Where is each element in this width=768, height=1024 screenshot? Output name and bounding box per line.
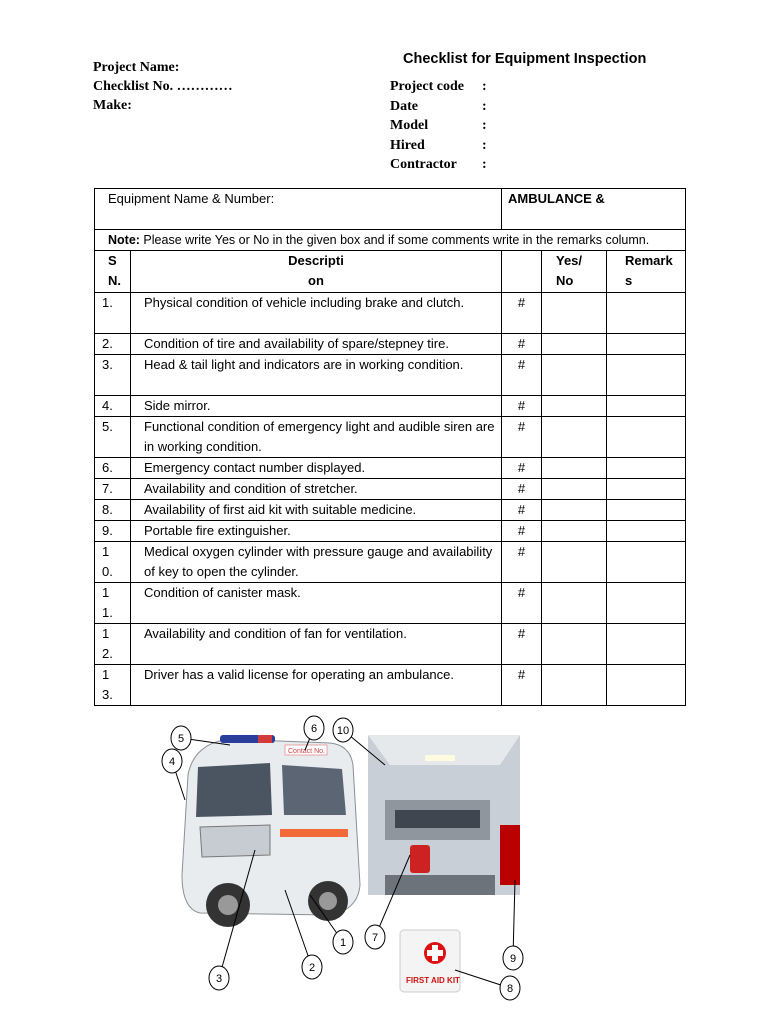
left-meta-fields xyxy=(93,58,233,115)
table-row xyxy=(95,624,686,665)
col-header-remarks: Remark s xyxy=(607,251,686,293)
row-mark: # xyxy=(502,500,542,521)
row-mark: # xyxy=(502,624,542,665)
ambulance-exterior-photo xyxy=(182,735,360,927)
row-description: Emergency contact number displayed. xyxy=(131,458,502,479)
hired-row: Hired : xyxy=(390,137,487,153)
callout-number: 9 xyxy=(509,953,517,965)
row-description: Functional condition of emergency light and audible siren are in working condition. xyxy=(131,417,502,458)
row-yes-no-cell[interactable] xyxy=(542,624,607,665)
row-remarks-cell[interactable] xyxy=(607,583,686,624)
row-yes-no-cell[interactable] xyxy=(542,293,607,334)
row-yes-no-cell[interactable] xyxy=(542,583,607,624)
callout-number: 2 xyxy=(308,962,316,974)
row-remarks-cell[interactable] xyxy=(607,500,686,521)
row-sn: 7. xyxy=(95,479,131,500)
table-row xyxy=(95,458,686,479)
row-remarks-cell[interactable] xyxy=(607,355,686,396)
row-description: Availability and condition of stretcher. xyxy=(131,479,502,500)
row-remarks-cell[interactable] xyxy=(607,542,686,583)
row-description: Availability of first aid kit with suitable medicine. xyxy=(131,500,502,521)
row-mark: # xyxy=(502,665,542,706)
table-row xyxy=(95,396,686,417)
row-sn: 9. xyxy=(95,521,131,542)
make-field: Make: xyxy=(93,98,132,113)
row-remarks-cell[interactable] xyxy=(607,293,686,334)
row-sn: 1 1. xyxy=(95,583,131,624)
callout-number: 7 xyxy=(371,932,379,944)
checklist-no-field: Checklist No. ………… xyxy=(93,79,233,94)
first-aid-kit-label: FIRST AID KIT xyxy=(406,976,460,985)
row-mark: # xyxy=(502,542,542,583)
row-sn: 3. xyxy=(95,355,131,396)
row-mark: # xyxy=(502,355,542,396)
inspection-table xyxy=(94,188,686,706)
row-description: Condition of canister mask. xyxy=(131,583,502,624)
table-row xyxy=(95,500,686,521)
row-description: Condition of tire and availability of spare/stepney tire. xyxy=(131,334,502,355)
row-yes-no-cell[interactable] xyxy=(542,665,607,706)
row-sn: 1 0. xyxy=(95,542,131,583)
row-remarks-cell[interactable] xyxy=(607,665,686,706)
table-row xyxy=(95,293,686,334)
table-row xyxy=(95,665,686,706)
col-header-description: Descripti on xyxy=(131,251,502,293)
row-remarks-cell[interactable] xyxy=(607,458,686,479)
row-yes-no-cell[interactable] xyxy=(542,396,607,417)
row-sn: 1 3. xyxy=(95,665,131,706)
callout-number: 8 xyxy=(506,983,514,995)
row-remarks-cell[interactable] xyxy=(607,479,686,500)
row-sn: 6. xyxy=(95,458,131,479)
col-header-sn: S N. xyxy=(95,251,131,293)
row-mark: # xyxy=(502,479,542,500)
date-row: Date : xyxy=(390,98,487,114)
row-description: Head & tail light and indicators are in working condition. xyxy=(131,355,502,396)
row-description: Availability and condition of fan for ventilation. xyxy=(131,624,502,665)
equipment-name-value: AMBULANCE & xyxy=(502,189,686,230)
row-mark: # xyxy=(502,334,542,355)
row-mark: # xyxy=(502,396,542,417)
row-description: Side mirror. xyxy=(131,396,502,417)
row-mark: # xyxy=(502,521,542,542)
table-row xyxy=(95,479,686,500)
row-sn: 5. xyxy=(95,417,131,458)
row-remarks-cell[interactable] xyxy=(607,396,686,417)
row-sn: 1 2. xyxy=(95,624,131,665)
document-title: Checklist for Equipment Inspection xyxy=(403,51,647,67)
table-row xyxy=(95,583,686,624)
table-row xyxy=(95,355,686,396)
equipment-name-label: Equipment Name & Number: xyxy=(95,189,502,230)
row-sn: 4. xyxy=(95,396,131,417)
callout-number: 4 xyxy=(168,756,176,768)
project-code-row: Project code : xyxy=(390,79,487,94)
row-yes-no-cell[interactable] xyxy=(542,479,607,500)
row-sn: 2. xyxy=(95,334,131,355)
row-mark: # xyxy=(502,458,542,479)
row-remarks-cell[interactable] xyxy=(607,417,686,458)
row-mark: # xyxy=(502,417,542,458)
row-description: Portable fire extinguisher. xyxy=(131,521,502,542)
contact-no-tag: Contact No. xyxy=(288,748,325,755)
row-sn: 8. xyxy=(95,500,131,521)
callout-number: 3 xyxy=(215,973,223,985)
row-sn: 1. xyxy=(95,293,131,334)
callout-number: 10 xyxy=(336,725,350,737)
row-remarks-cell[interactable] xyxy=(607,624,686,665)
note-row: Note: Please write Yes or No in the given box and if some comments write in the remarks column. xyxy=(95,230,686,251)
table-row xyxy=(95,417,686,458)
row-remarks-cell[interactable] xyxy=(607,334,686,355)
col-header-mark xyxy=(502,251,542,293)
row-yes-no-cell[interactable] xyxy=(542,542,607,583)
first-aid-kit-photo xyxy=(400,930,460,992)
row-yes-no-cell[interactable] xyxy=(542,458,607,479)
row-mark: # xyxy=(502,583,542,624)
callout-number: 6 xyxy=(310,723,318,735)
row-yes-no-cell[interactable] xyxy=(542,355,607,396)
callout-number: 1 xyxy=(339,937,347,949)
row-description: Driver has a valid license for operating an ambulance. xyxy=(131,665,502,706)
row-description: Physical condition of vehicle including brake and clutch. xyxy=(131,293,502,334)
row-mark: # xyxy=(502,293,542,334)
callout-number: 5 xyxy=(177,733,185,745)
project-name-field: Project Name: xyxy=(93,60,180,75)
contractor-row: Contractor : xyxy=(390,157,487,172)
row-description: Medical oxygen cylinder with pressure gauge and availability of key to open the cylinder. xyxy=(131,542,502,583)
row-yes-no-cell[interactable] xyxy=(542,417,607,458)
right-meta-fields xyxy=(390,77,487,175)
row-yes-no-cell[interactable] xyxy=(542,500,607,521)
model-row: Model : xyxy=(390,118,487,133)
row-remarks-cell[interactable] xyxy=(607,521,686,542)
col-header-yes-no: Yes/ No xyxy=(542,251,607,293)
table-row xyxy=(95,521,686,542)
ambulance-interior-photo xyxy=(368,735,520,895)
ambulance-figure xyxy=(160,705,540,1005)
table-row xyxy=(95,542,686,583)
row-yes-no-cell[interactable] xyxy=(542,521,607,542)
row-yes-no-cell[interactable] xyxy=(542,334,607,355)
table-row xyxy=(95,334,686,355)
